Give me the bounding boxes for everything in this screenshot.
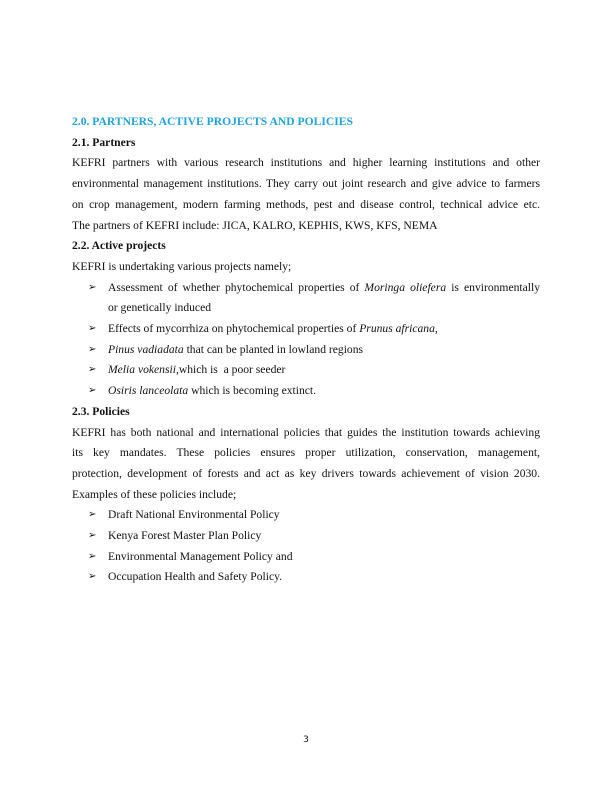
projects-intro: KEFRI is undertaking various projects namely; — [72, 259, 292, 273]
page-number: 3 — [303, 735, 309, 745]
policies-heading: 2.3. Policies — [72, 404, 130, 418]
text: which is becoming extinct. — [188, 384, 317, 398]
arrow-bullet-icon: ➢ — [88, 571, 97, 583]
arrow-bullet-icon: ➢ — [88, 385, 97, 397]
paragraph-line: KEFRI has both national and international policies that guides the institution towards achieving — [72, 425, 540, 439]
species-name: Osiris lanceolata — [108, 384, 189, 398]
document-body — [72, 112, 540, 588]
arrow-bullet-icon: ➢ — [88, 509, 97, 521]
arrow-bullet-icon: ➢ — [88, 364, 97, 376]
species-name: Pinus vadiadata — [108, 342, 184, 356]
list-item — [72, 319, 540, 340]
list-item — [72, 526, 540, 547]
list-item — [72, 567, 540, 588]
section-title: 2.0. PARTNERS, ACTIVE PROJECTS AND POLICIES — [72, 115, 353, 128]
paragraph-line: KEFRI partners with various research institutions and higher learning institutions and other — [72, 156, 540, 170]
paragraph-line: The partners of KEFRI include: JICA, KALRO, KEPHIS, KWS, KFS, NEMA — [72, 218, 438, 232]
paragraph-line: its key mandates. These policies ensures proper utilization, conservation, management, — [72, 446, 540, 460]
partners-heading: 2.1. Partners — [72, 135, 136, 149]
text: is environmentally — [446, 280, 540, 294]
text: ,which is a poor seeder — [175, 363, 286, 377]
species-name: Melia vokensii — [108, 363, 176, 377]
list-item — [72, 505, 540, 526]
species-name: Moringa oliefera — [364, 280, 447, 294]
text: Occupation Health and Safety Policy. — [108, 570, 283, 584]
text: Environmental Management Policy and — [108, 549, 293, 563]
arrow-bullet-icon: ➢ — [88, 530, 97, 542]
policies-list — [72, 505, 540, 588]
arrow-bullet-icon: ➢ — [88, 281, 97, 293]
list-item — [72, 547, 540, 568]
list-item — [72, 360, 540, 381]
arrow-bullet-icon: ➢ — [88, 323, 97, 335]
paragraph-line: on crop management, modern farming methods, pest and disease control, technical advice etc. — [72, 197, 540, 211]
text: Kenya Forest Master Plan Policy — [108, 529, 262, 543]
list-item — [72, 278, 540, 319]
text: , — [434, 322, 438, 336]
projects-heading: 2.2. Active projects — [72, 239, 166, 253]
item-text — [108, 278, 540, 299]
paragraph-line: environmental management institutions. They carry out joint research and give advice to farmers — [72, 177, 540, 191]
text: Draft National Environmental Policy — [108, 508, 280, 522]
arrow-bullet-icon: ➢ — [88, 343, 97, 355]
text: Effects of mycorrhiza on phytochemical properties of — [108, 322, 360, 336]
list-item — [72, 340, 540, 361]
paragraph-line: Examples of these policies include; — [72, 487, 237, 501]
item-continuation: or genetically induced — [108, 301, 212, 315]
text: Assessment of whether phytochemical properties of — [108, 280, 365, 294]
paragraph-line: protection, development of forests and act as key drivers towards achievement of vision 2030. — [72, 466, 540, 480]
species-name: Prunus africana — [359, 322, 435, 336]
projects-list — [72, 278, 540, 402]
list-item — [72, 381, 540, 402]
text: that can be planted in lowland regions — [183, 342, 364, 356]
arrow-bullet-icon: ➢ — [88, 550, 97, 562]
